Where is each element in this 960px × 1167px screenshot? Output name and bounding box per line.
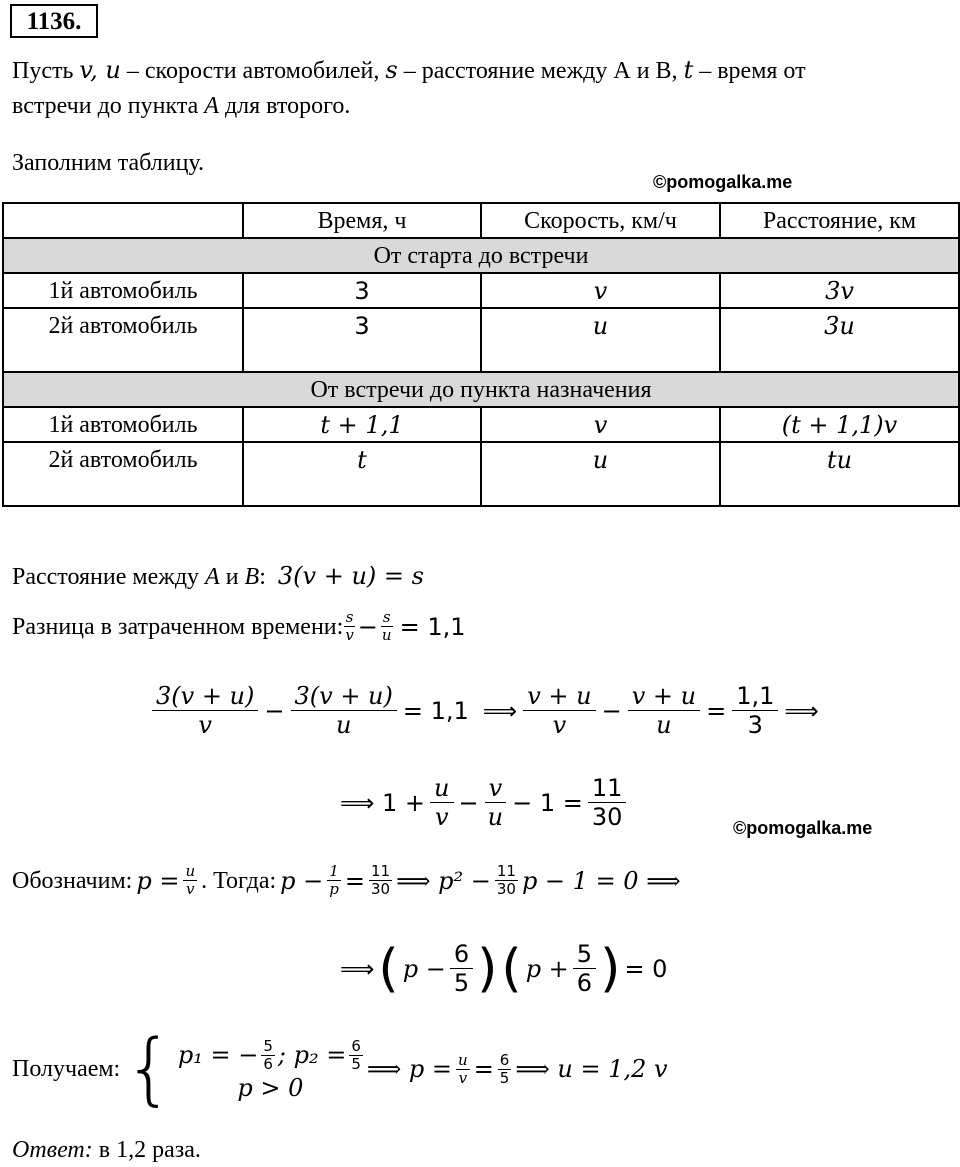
table-cell: t + 1,1 <box>243 407 481 442</box>
open-paren: ( <box>378 938 399 999</box>
answer-label: Ответ: <box>12 1137 93 1163</box>
intro-text: – скорости автомобилей, <box>120 58 386 84</box>
table-row <box>3 407 959 442</box>
fraction <box>349 1036 363 1073</box>
intro-vars: v, u <box>79 56 121 84</box>
math-text: p = <box>136 866 180 895</box>
table-cell: (t + 1,1)v <box>720 407 959 442</box>
table-header-cell: Скорость, км/ч <box>481 203 720 238</box>
intro-var-s: s <box>385 56 398 84</box>
math-text: ⟹ p = <box>366 1055 453 1083</box>
fraction <box>430 776 453 829</box>
intro-text: – расстояние между А и В, <box>397 58 684 84</box>
denominator: v <box>458 1068 468 1087</box>
numerator: 11 <box>588 776 627 803</box>
numerator: u <box>458 1050 468 1069</box>
result-label: Получаем: <box>12 1056 121 1082</box>
denominator: 6 <box>263 1054 273 1073</box>
intro-text: – время от <box>693 58 806 84</box>
intro-var-A: A <box>204 93 219 119</box>
intro-var-t: t <box>683 56 694 84</box>
fraction <box>327 864 341 897</box>
denominator: v <box>345 626 354 644</box>
table-cell: t <box>243 442 481 506</box>
fraction <box>495 864 518 897</box>
fraction <box>261 1036 275 1073</box>
denominator: u <box>487 803 504 831</box>
table-cell: u <box>481 442 720 506</box>
fraction <box>380 610 394 643</box>
numerator: 3(v + u) <box>152 684 258 711</box>
math-text: ⟹ p² − <box>396 866 491 895</box>
system-brace: { <box>124 1024 174 1114</box>
equation-1 <box>152 684 819 737</box>
equation-lead: ⟹ 1 + <box>340 788 426 817</box>
numerator: s <box>345 608 354 626</box>
denominator: 5 <box>453 969 470 997</box>
distance-colon: : <box>259 564 266 590</box>
fraction <box>343 610 355 643</box>
table-cell: 1й автомобиль <box>3 273 243 308</box>
implies-sign: ⟹ <box>784 696 819 725</box>
notation-line <box>12 864 681 897</box>
numerator: v <box>485 776 507 803</box>
math-text: ⟹ u = 1,2 v <box>515 1055 668 1083</box>
numerator: 6 <box>499 1050 510 1069</box>
table-row <box>3 442 959 506</box>
equals-sign: = <box>706 696 727 725</box>
watermark: ©pomogalka.me <box>653 172 793 192</box>
numerator: 11 <box>370 862 391 880</box>
time-diff-label: Разница в затраченном времени: <box>12 613 344 640</box>
equation-mid: − 1 = <box>512 788 583 817</box>
denominator: p <box>329 880 339 898</box>
equals-value: = 0 <box>624 954 668 983</box>
result-line <box>12 1024 668 1114</box>
fraction <box>450 942 473 995</box>
fraction <box>628 684 700 737</box>
system-line-1 <box>177 1036 363 1073</box>
table-cell: 3 <box>243 308 481 372</box>
denominator: v <box>186 880 195 898</box>
table-section-title: От встречи до пункта назначения <box>3 372 959 407</box>
table-section-title: От старта до встречи <box>3 238 959 273</box>
numerator: u <box>185 862 196 880</box>
notation-then: . Тогда: <box>201 867 277 894</box>
table-section-row <box>3 238 959 273</box>
notation-label: Обозначим: <box>12 867 133 894</box>
table-header-cell: Расстояние, км <box>720 203 959 238</box>
implies-sign: ⟹ <box>340 954 375 983</box>
fraction <box>732 684 778 737</box>
equals-sign: = <box>473 1055 494 1083</box>
minus-sign: − <box>458 788 479 817</box>
math-text: p − <box>402 954 446 983</box>
close-paren: ) <box>477 938 498 999</box>
math-text: p − <box>280 866 324 895</box>
math-text: ; p₂ = <box>277 1041 347 1069</box>
denominator: 30 <box>591 803 623 831</box>
numerator: v + u <box>628 684 700 711</box>
denominator: 5 <box>499 1068 510 1087</box>
fraction <box>291 684 397 737</box>
fraction <box>523 684 595 737</box>
denominator: 3 <box>747 711 763 739</box>
table-cell: v <box>481 407 720 442</box>
system-line-2: p > 0 <box>237 1073 304 1102</box>
table-header-cell <box>3 203 243 238</box>
denominator: 30 <box>370 880 391 898</box>
fraction <box>484 776 507 829</box>
factored-equation <box>340 938 668 999</box>
implies-sign: ⟹ <box>482 696 518 725</box>
table-cell: 2й автомобиль <box>3 308 243 372</box>
intro-line-1 <box>12 58 806 83</box>
denominator: 5 <box>351 1054 361 1073</box>
minus-sign: − <box>357 612 378 641</box>
fraction <box>498 1050 512 1087</box>
open-paren: ( <box>501 938 522 999</box>
data-table <box>2 202 960 507</box>
time-diff-rhs: = 1,1 <box>399 612 466 641</box>
watermark: ©pomogalka.me <box>733 818 873 838</box>
intro-text: для второго. <box>218 93 351 119</box>
equals-value: = 1,1 <box>402 696 469 725</box>
table-header-row <box>3 203 959 238</box>
table-section-row <box>3 372 959 407</box>
time-diff-line <box>12 610 465 643</box>
denominator: v <box>435 803 449 831</box>
equation-2 <box>340 776 626 829</box>
numerator: 6 <box>450 942 473 969</box>
equals-sign: = <box>344 866 365 895</box>
numerator: 5 <box>263 1036 273 1055</box>
numerator: 1,1 <box>732 684 778 711</box>
intro-line-2 <box>12 94 350 118</box>
denominator: 6 <box>576 969 593 997</box>
table-cell: 3v <box>720 273 959 308</box>
math-text: p − 1 = 0 ⟹ <box>521 866 681 895</box>
answer-text: в 1,2 раза. <box>92 1137 201 1163</box>
table-cell: 2й автомобиль <box>3 442 243 506</box>
distance-text: Расстояние между <box>12 564 206 590</box>
fill-table-text: Заполним таблицу. <box>12 150 205 176</box>
fraction <box>369 864 392 897</box>
denominator: u <box>656 711 672 739</box>
fraction <box>588 776 627 829</box>
table-cell: v <box>481 273 720 308</box>
point-A: A <box>205 564 220 590</box>
minus-sign: − <box>264 696 285 725</box>
table-cell: 3 <box>243 273 481 308</box>
table-row <box>3 308 959 372</box>
fraction <box>152 684 258 737</box>
problem-number: 1136. <box>10 4 98 38</box>
distance-text: и <box>219 564 245 590</box>
numerator: s <box>382 608 391 626</box>
intro-text: встречи до пункта <box>12 93 205 119</box>
math-text: p + <box>525 954 569 983</box>
table-header-cell: Время, ч <box>243 203 481 238</box>
distance-line <box>12 564 424 589</box>
numerator: 3(v + u) <box>291 684 397 711</box>
denominator: v <box>552 711 567 739</box>
fraction <box>573 942 596 995</box>
numerator: 11 <box>496 862 516 880</box>
intro-text: Пусть <box>12 58 80 84</box>
table-row <box>3 273 959 308</box>
numerator: 1 <box>329 862 339 880</box>
table-cell: 1й автомобиль <box>3 407 243 442</box>
denominator: u <box>381 626 392 644</box>
numerator: 6 <box>351 1036 361 1055</box>
fraction <box>456 1050 470 1087</box>
numerator: v + u <box>523 684 595 711</box>
minus-sign: − <box>601 696 622 725</box>
answer-line <box>12 1138 201 1162</box>
close-paren: ) <box>600 938 621 999</box>
denominator: v <box>198 711 212 739</box>
denominator: u <box>335 711 352 739</box>
distance-formula: 3(v + u) = s <box>277 562 424 590</box>
numerator: 5 <box>573 942 596 969</box>
system-lines <box>177 1036 363 1102</box>
fraction <box>183 864 197 897</box>
numerator: u <box>430 776 453 803</box>
table-cell: 3u <box>720 308 959 372</box>
denominator: 30 <box>496 880 516 898</box>
table-cell: tu <box>720 442 959 506</box>
point-B: B <box>244 564 260 590</box>
table-cell: u <box>481 308 720 372</box>
math-text: p₁ = − <box>177 1041 259 1069</box>
